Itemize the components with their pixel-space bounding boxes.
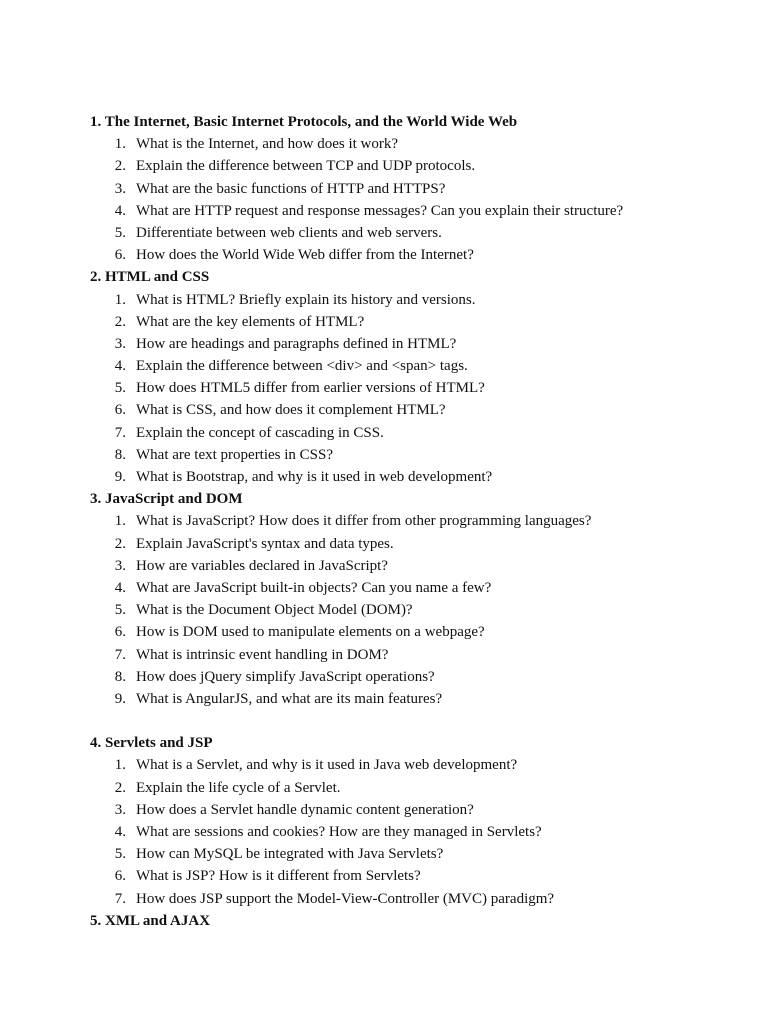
question-list: [0, 133, 768, 266]
section-heading: [0, 111, 768, 133]
question-item: [0, 510, 768, 532]
section-heading: [0, 266, 768, 288]
question-number: 9.: [114, 469, 126, 485]
section-number: 1.: [90, 114, 102, 130]
question-text: What is HTML? Briefly explain its history and versions.: [136, 291, 476, 308]
question-item: [0, 644, 768, 666]
question-text: What is JavaScript? How does it differ from other programming languages?: [136, 513, 592, 530]
question-text: What is Bootstrap, and why is it used in web development?: [136, 469, 493, 485]
section-heading: [0, 488, 768, 510]
section-number: 2.: [90, 269, 102, 286]
section-title: JavaScript and DOM: [105, 491, 243, 508]
question-number: 4.: [114, 202, 126, 219]
question-number: 4.: [114, 579, 126, 596]
question-text: What is the Document Object Model (DOM)?: [136, 602, 413, 619]
question-item: [0, 333, 768, 355]
question-item: [0, 444, 768, 466]
question-text: Differentiate between web clients and web servers.: [136, 224, 442, 241]
question-number: 2.: [114, 779, 126, 796]
question-number: 9.: [114, 690, 126, 707]
question-number: 2.: [114, 313, 126, 330]
question-item: [0, 888, 768, 910]
question-item: [0, 155, 768, 177]
question-item: [0, 178, 768, 200]
question-number: 4.: [114, 358, 126, 375]
question-text: What is CSS, and how does it complement HTML?: [136, 402, 446, 419]
question-number: 2.: [114, 535, 126, 552]
question-number: 1.: [114, 513, 126, 530]
document-page: [0, 111, 768, 932]
question-text: How are headings and paragraphs defined in HTML?: [136, 335, 457, 352]
question-text: What are the key elements of HTML?: [136, 313, 365, 330]
question-number: 5.: [114, 380, 126, 397]
question-text: How does the World Wide Web differ from the Internet?: [136, 247, 474, 264]
question-item: [0, 843, 768, 865]
section-title: XML and AJAX: [105, 912, 211, 929]
question-item: [0, 466, 768, 488]
section-title: The Internet, Basic Internet Protocols, and the World Wide Web: [104, 114, 518, 130]
question-text: Explain the difference between TCP and UDP protocols.: [136, 158, 476, 175]
question-text: Explain the difference between <div> and <span> tags.: [136, 358, 468, 375]
question-text: What is the Internet, and how does it work?: [136, 136, 399, 153]
question-item: [0, 200, 768, 222]
question-text: What is JSP? How is it different from Servlets?: [136, 868, 421, 885]
question-text: What are JavaScript built-in objects? Can you name a few?: [136, 579, 492, 596]
question-number: 3.: [114, 801, 126, 818]
question-item: [0, 222, 768, 244]
question-number: 1.: [114, 291, 126, 308]
question-number: 8.: [114, 446, 126, 463]
question-item: [0, 577, 768, 599]
question-item: [0, 621, 768, 643]
question-list: [0, 510, 768, 710]
question-number: 3.: [114, 557, 126, 574]
section-number: 4.: [90, 735, 102, 752]
question-item: [0, 244, 768, 266]
question-text: What are sessions and cookies? How are they managed in Servlets?: [136, 824, 542, 840]
section-heading: [0, 910, 768, 932]
question-item: [0, 599, 768, 621]
question-number: 5.: [114, 602, 126, 619]
question-number: 5.: [114, 224, 126, 241]
question-number: 4.: [114, 824, 126, 840]
question-text: How does a Servlet handle dynamic content generation?: [136, 801, 474, 818]
question-item: [0, 533, 768, 555]
question-item: [0, 422, 768, 444]
question-text: How are variables declared in JavaScript?: [136, 557, 388, 574]
question-item: [0, 355, 768, 377]
question-text: What is intrinsic event handling in DOM?: [136, 646, 389, 663]
question-item: [0, 799, 768, 821]
question-item: [0, 666, 768, 688]
question-number: 3.: [114, 180, 126, 197]
section-number: 5.: [90, 912, 102, 929]
question-text: How does jQuery simplify JavaScript operations?: [136, 668, 435, 685]
question-item: [0, 289, 768, 311]
question-text: What are HTTP request and response messages? Can you explain their structure?: [136, 202, 624, 219]
question-text: How does JSP support the Model-View-Controller (MVC) paradigm?: [136, 890, 555, 907]
question-item: [0, 399, 768, 421]
question-text: How does HTML5 differ from earlier versions of HTML?: [136, 380, 485, 397]
question-number: 6.: [114, 624, 126, 641]
question-text: What is a Servlet, and why is it used in Java web development?: [136, 757, 518, 774]
question-text: What is AngularJS, and what are its main features?: [136, 690, 443, 707]
question-item: [0, 821, 768, 843]
question-text: How is DOM used to manipulate elements on a webpage?: [136, 624, 485, 641]
section-heading: [0, 732, 768, 754]
section-title: HTML and CSS: [105, 269, 210, 286]
question-number: 1.: [114, 757, 126, 774]
question-number: 1.: [114, 136, 126, 153]
question-item: [0, 688, 768, 710]
question-number: 8.: [114, 668, 126, 685]
question-number: 7.: [114, 424, 126, 441]
question-number: 6.: [114, 402, 126, 419]
question-item: [0, 377, 768, 399]
question-number: 7.: [114, 890, 126, 907]
section-number: 3.: [90, 491, 102, 508]
question-item: [0, 311, 768, 333]
question-number: 5.: [114, 846, 126, 863]
question-list: [0, 289, 768, 489]
question-number: 7.: [114, 646, 126, 663]
question-text: Explain JavaScript's syntax and data types.: [136, 535, 394, 552]
question-item: [0, 555, 768, 577]
question-number: 2.: [114, 158, 126, 175]
question-item: [0, 754, 768, 776]
question-item: [0, 777, 768, 799]
question-number: 6.: [114, 868, 126, 885]
question-text: How can MySQL be integrated with Java Servlets?: [136, 846, 444, 863]
section-title: Servlets and JSP: [105, 735, 213, 752]
question-text: Explain the life cycle of a Servlet.: [136, 779, 341, 796]
question-number: 6.: [114, 247, 126, 264]
question-item: [0, 865, 768, 887]
question-text: What are the basic functions of HTTP and HTTPS?: [136, 180, 446, 197]
question-item: [0, 133, 768, 155]
section-spacer: [0, 710, 768, 732]
question-number: 3.: [114, 335, 126, 352]
question-text: Explain the concept of cascading in CSS.: [136, 424, 384, 441]
question-list: [0, 754, 768, 909]
question-text: What are text properties in CSS?: [136, 446, 334, 463]
